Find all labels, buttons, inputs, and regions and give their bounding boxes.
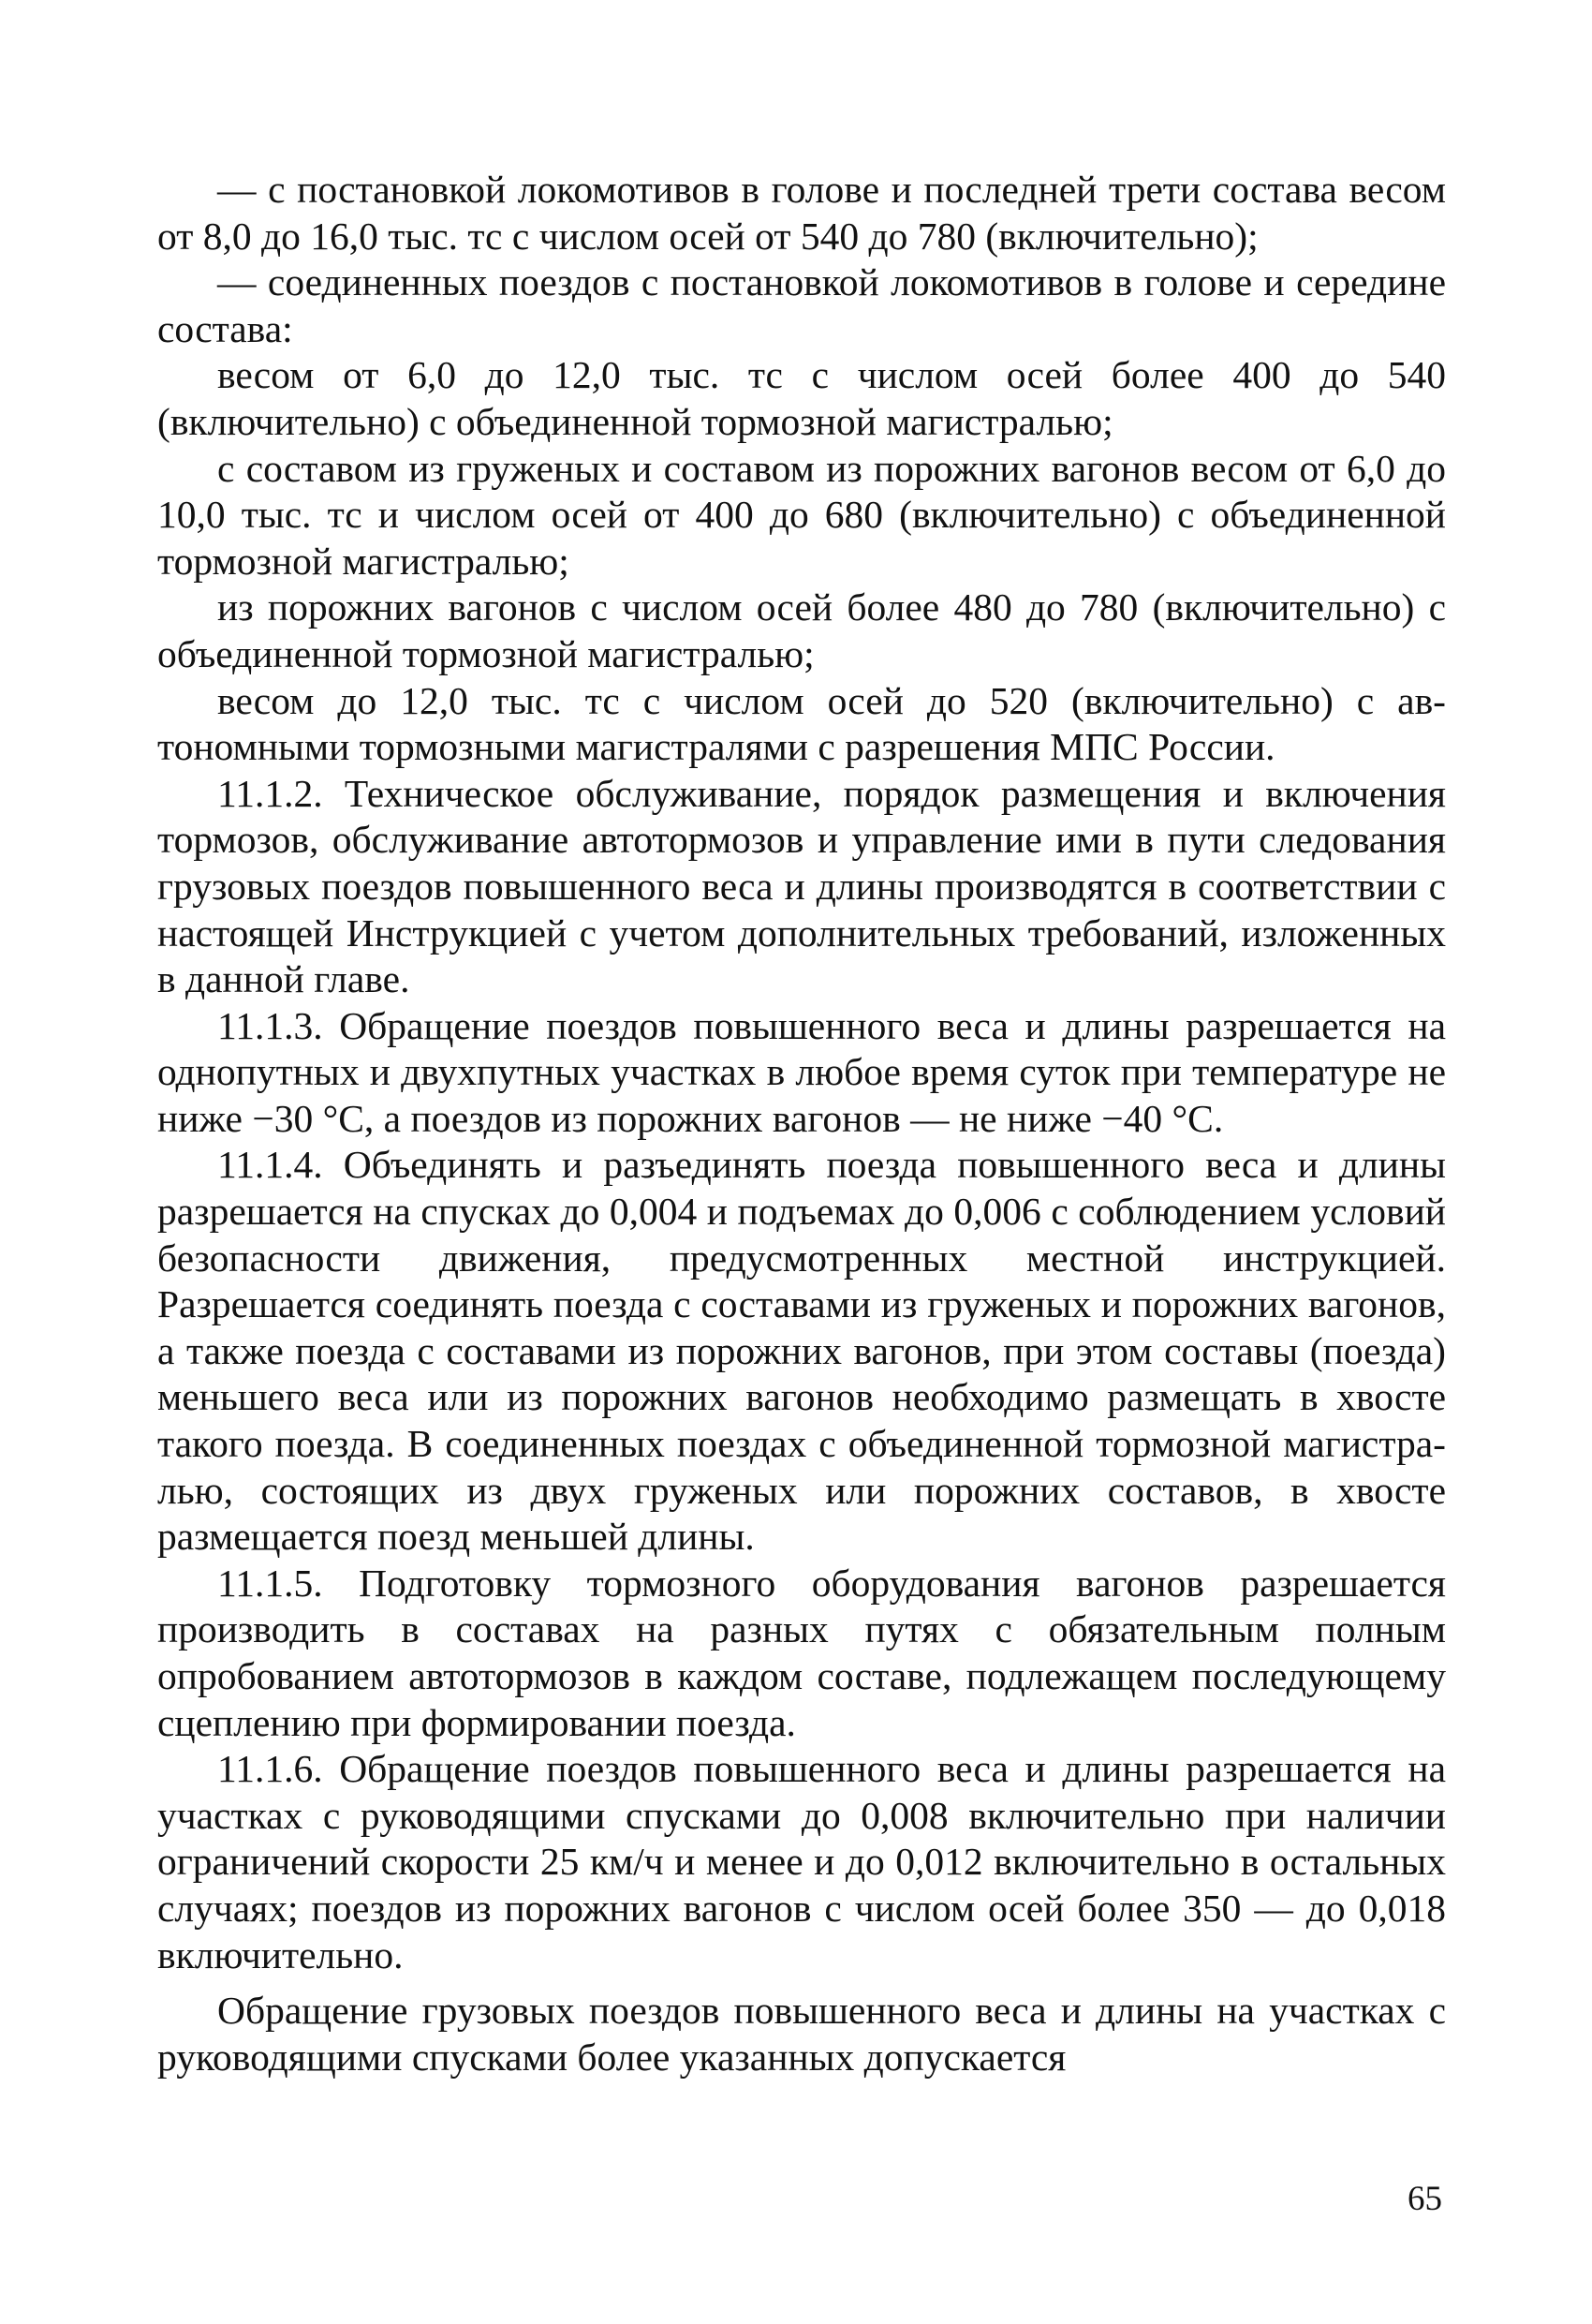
- document-page: [157, 167, 1446, 2080]
- page-number: 65: [1408, 2180, 1442, 2218]
- paragraph-steep-descents: Обращение грузовых поездов повышенного веса и длины на участках с руководящими спусками более указанных допускается: [157, 1989, 1446, 2079]
- paragraph-11-1-5: 11.1.5. Подготовку тормозного оборудования вагонов разрешается производить в составах на разных путях с обязательным полным опробованием автотормозов в каждом составе, подлежащем последующему сцеплению при формировании поезда.: [157, 1561, 1446, 1744]
- paragraph-weight-6-12: весом от 6,0 до 12,0 тыс. тс с числом осей более 400 до 540 (включительно) с объединенной тормозной магистралью;: [157, 353, 1446, 443]
- paragraph-locomotives-head-last-third: — с постановкой локомотивов в голове и последней трети состава весом от 8,0 до 16,0 тыс. тс с числом осей от 540 до 780 (включительно);: [157, 168, 1446, 258]
- paragraph-11-1-3: 11.1.3. Обращение поездов повышенного веса и длины разрешается на однопутных и двухпутных участках в любое время суток при температуре не ниже −30 °С, а поездов из порожних вагонов — не ниже −40 °С.: [157, 1003, 1446, 1140]
- paragraph-loaded-empty-consist: с составом из груженых и составом из порожних вагонов весом от 6,0 до 10,0 тыс. тс и числом осей от 400 до 680 (включительно) с объединенной тормозной магистралью;: [157, 446, 1446, 583]
- paragraph-11-1-4: 11.1.4. Объединять и разъединять поезда повышенного веса и длины разрешается на спусках до 0,004 и подъемах до 0,006 с соблюдением условий безопасности движения, предусмотренных местной инструкцией. Разрешается соединять поезда с составами из груженых и порожних вагонов, а также поезда с составами из порожних вагонов, при этом составы (поезда) меньшего веса или из порожних вагонов необходимо размещать в хвосте такого поезда. В соединенных поездах с объединенной тормозной магистралью, состоящих из двух груженых или порожних составов, в хвосте размещается поезд меньшей длины.: [157, 1143, 1446, 1559]
- paragraph-11-1-2: 11.1.2. Техническое обслуживание, порядок размещения и включения тормозов, обслуживание автотормозов и управление ими в пути следования грузовых поездов повышенного веса и длины производятся в соответствии с настоящей Инструкцией с учетом дополнительных требований, изложенных в данной главе.: [157, 771, 1446, 1001]
- paragraph-connected-trains: — соединенных поездов с постановкой локомотивов в голове и середине состава:: [157, 260, 1446, 350]
- paragraph-autonomous-brake-lines: весом до 12,0 тыс. тс с числом осей до 520 (включительно) с автономными тормозными магистралями с разрешения МПС России.: [157, 678, 1446, 769]
- paragraph-11-1-6: 11.1.6. Обращение поездов повышенного веса и длины разрешается на участках с руководящими спусками до 0,008 включительно при наличии ограничений скорости 25 км/ч и менее и до 0,012 включительно в остальных случаях; поездов из порожних вагонов с числом осей более 350 — до 0,018 включительно.: [157, 1747, 1446, 1976]
- paragraph-empty-wagons: из порожних вагонов с числом осей более 480 до 780 (включительно) с объединенной тормозной магистралью;: [157, 585, 1446, 675]
